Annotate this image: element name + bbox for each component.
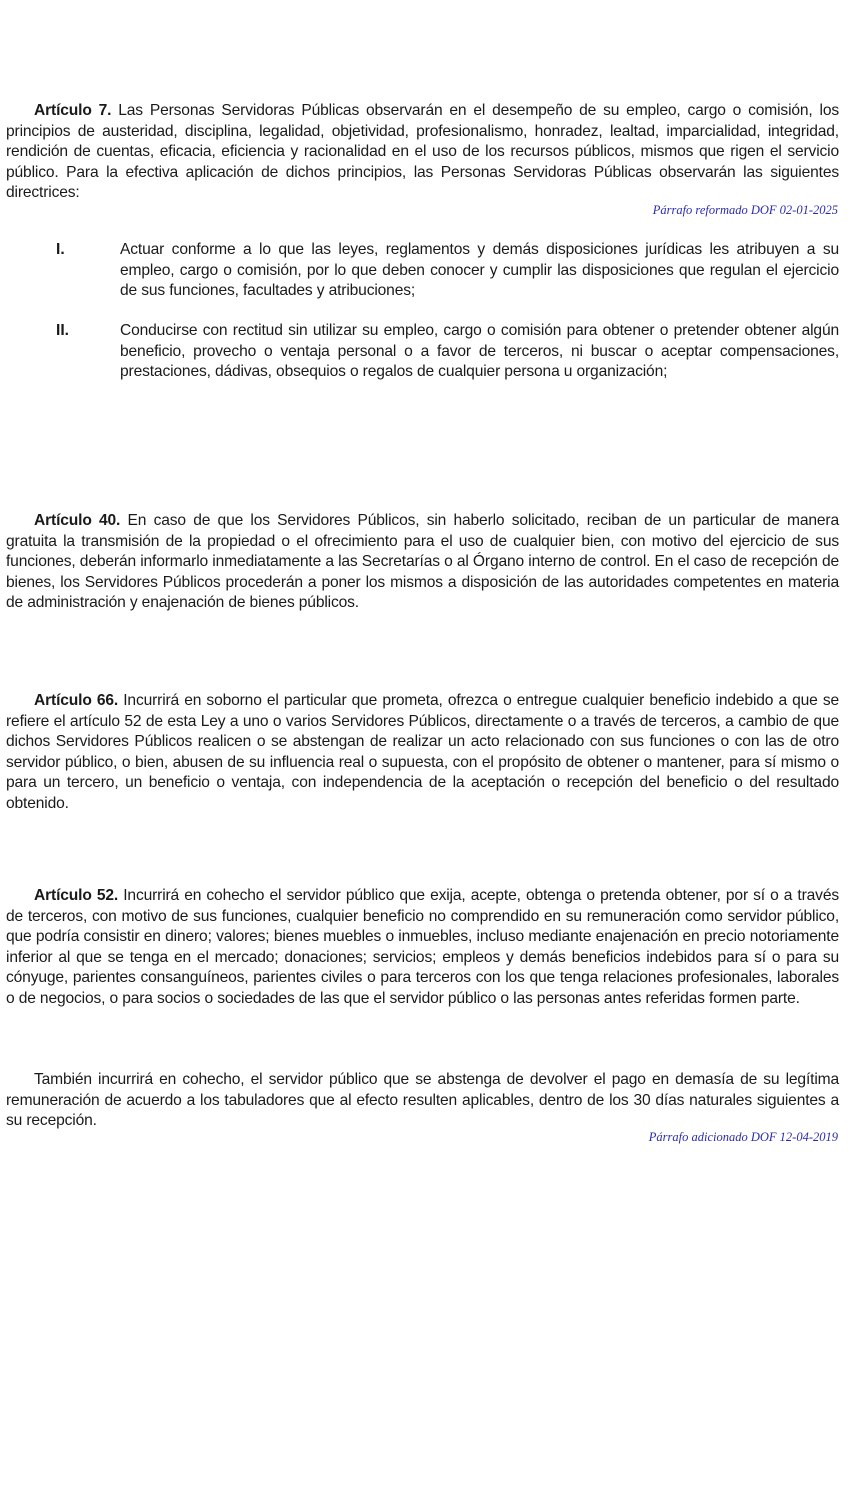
article-40-paragraph bbox=[6, 511, 839, 614]
article-52-paragraph bbox=[6, 886, 839, 1009]
article-52-label: Artículo 52. bbox=[34, 887, 119, 904]
article-52-text: Incurrirá en cohecho el servidor público que exija, acepte, obtenga o pretenda obtener, por sí o a través de terceros, con motivo de sus funciones, cualquier beneficio no comprendido en su remuneración como servidor público, que podría consistir en dinero; valores; bienes muebles o inmuebles, incluso mediante enajenación en precio notoriamente inferior al que se tenga en el mercado; donaciones; servicios; empleos y demás beneficios indebidos para sí o para su cónyuge, parientes consanguíneos, parientes civiles o para terceros con los que tenga relaciones profesionales, laborales o de negocios, o para socios o sociedades de las que el servidor público o las personas antes referidas formen parte. bbox=[6, 887, 839, 1007]
article-66-text: Incurrirá en soborno el particular que prometa, ofrezca o entregue cualquier beneficio indebido a que se refiere el artículo 52 de esta Ley a uno o varios Servidores Públicos, directamente o a través de terceros, a cambio de que dichos Servidores Públicos realicen o se abstengan de realizar un acto relacionado con sus funciones o con las de otro servidor público, o bien, abusen de su influencia real o supuesta, con el propósito de obtener o mantener, para sí mismo o para un tercero, un beneficio o ventaja, con independencia de la aceptación o recepción del beneficio o del resultado obtenido. bbox=[6, 692, 839, 812]
article-7-item-ii bbox=[52, 321, 839, 383]
article-7-paragraph bbox=[6, 101, 839, 204]
article-40-text: En caso de que los Servidores Públicos, sin haberlo solicitado, reciban de un particular de manera gratuita la transmisión de la propiedad o el ofrecimiento para el uso de cualquier bien, con motivo del ejercicio de sus funciones, deberán informarlo inmediatamente a las Secretarías o al Órgano interno de control. En el caso de recepción de bienes, los Servidores Públicos procederán a poner los mismos a disposición de las autoridades competentes en materia de administración y enajenación de bienes públicos. bbox=[6, 512, 839, 611]
article-7-label: Artículo 7. bbox=[34, 102, 112, 119]
article-52-addition-note: Párrafo adicionado DOF 12-04-2019 bbox=[648, 1130, 838, 1144]
article-7-text: Las Personas Servidoras Públicas observarán en el desempeño de su empleo, cargo o comisión, los principios de austeridad, disciplina, legalidad, objetividad, profesionalismo, honradez, lealtad, imparcialidad, integridad, rendición de cuentas, eficacia, eficiencia y racionalidad en el uso de los recursos públicos, mismos que rigen el servicio público. Para la efectiva aplicación de dichos principios, las Personas Servidoras Públicas observarán las siguientes directrices: bbox=[6, 102, 839, 201]
item-number: II. bbox=[56, 322, 69, 339]
item-text: Actuar conforme a lo que las leyes, reglamentos y demás disposiciones jurídicas les atribuyen a su empleo, cargo o comisión, por lo que deben conocer y cumplir las disposiciones que regulan el ejercicio de sus funciones, facultades y atribuciones; bbox=[120, 241, 839, 299]
article-7-item-i bbox=[52, 240, 839, 302]
item-number: I. bbox=[56, 241, 65, 258]
item-text: Conducirse con rectitud sin utilizar su empleo, cargo o comisión para obtener o pretender obtener algún beneficio, provecho o ventaja personal o a favor de terceros, ni buscar o aceptar compensaciones, prestaciones, dádivas, obsequios o regalos de cualquier persona u organización; bbox=[120, 322, 839, 380]
article-7-reform-note: Párrafo reformado DOF 02-01-2025 bbox=[652, 203, 838, 217]
article-66-label: Artículo 66. bbox=[34, 692, 119, 709]
article-52-second-paragraph: También incurrirá en cohecho, el servidor público que se abstenga de devolver el pago en demasía de su legítima remuneración de acuerdo a los tabuladores que al efecto resulten aplicables, dentro de los 30 días naturales siguientes a su recepción. bbox=[6, 1071, 839, 1129]
article-66-paragraph bbox=[6, 691, 839, 814]
article-40-label: Artículo 40. bbox=[34, 512, 121, 529]
